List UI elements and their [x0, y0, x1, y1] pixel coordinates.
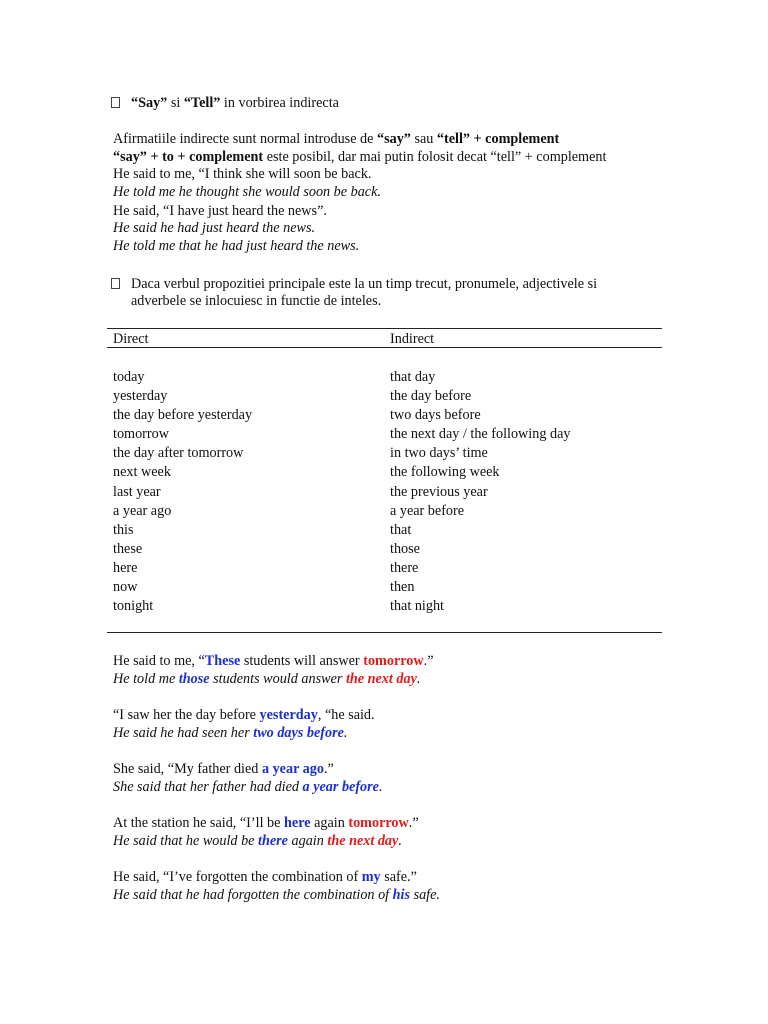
- bold-tell: “tell” + complement: [436, 131, 560, 147]
- highlight-blue: my: [361, 869, 381, 885]
- table-cell: the previous year: [390, 483, 488, 500]
- highlight-blue: two days before: [253, 725, 344, 741]
- bullet-icon: [111, 278, 120, 289]
- text: , “he said.: [317, 707, 375, 723]
- table-cell: that day: [390, 369, 436, 385]
- highlight-blue: here: [284, 815, 311, 831]
- example-direct: [113, 652, 434, 670]
- table-cell: today: [113, 369, 145, 385]
- table-column-direct: [113, 368, 252, 616]
- table-cell: two days before: [390, 407, 481, 424]
- text: safe.”: [380, 869, 417, 885]
- table-cell: last year: [113, 483, 161, 500]
- highlight-red: the next day: [327, 833, 399, 849]
- table-cell: the day after tomorrow: [113, 445, 244, 462]
- section-heading-say-tell: [131, 94, 339, 112]
- table-cell: now: [113, 579, 138, 596]
- table-cell: tomorrow: [113, 426, 169, 443]
- text: Afirmatiile indirecte sunt normal introduse de: [113, 131, 377, 147]
- table-cell: here: [113, 559, 138, 576]
- table-header-indirect: Indirect: [390, 331, 435, 347]
- text: He said to me, “: [113, 653, 205, 669]
- table-cell: yesterday: [113, 388, 168, 405]
- table-bottom-rule: [107, 632, 662, 633]
- text: este posibil, dar mai putin folosit decat “tell” + complement: [263, 149, 607, 165]
- text: safe.: [410, 887, 440, 903]
- text: sau: [410, 131, 437, 147]
- example-direct: He said to me, “I think she will soon be back.: [113, 166, 372, 182]
- text: again: [310, 815, 349, 831]
- text: He said that he would be: [113, 833, 259, 849]
- table-header-rule: [107, 347, 662, 348]
- table-cell: then: [390, 579, 415, 596]
- text: .: [416, 671, 421, 687]
- example-indirect: He said he had just heard the news.: [113, 220, 316, 236]
- text: students would answer: [209, 671, 346, 687]
- highlight-blue: yesterday: [259, 707, 318, 723]
- table-cell: these: [113, 540, 143, 557]
- example-indirect: [113, 670, 420, 688]
- table-cell: tonight: [113, 598, 154, 615]
- example-indirect: [113, 832, 402, 850]
- text: students will answer: [240, 653, 364, 669]
- text: She said, “My father died: [113, 761, 262, 777]
- text: He said, “I’ve forgotten the combination of: [113, 869, 362, 885]
- highlight-blue: those: [178, 671, 210, 687]
- text: At the station he said, “I’ll be: [113, 815, 284, 831]
- example-indirect: [113, 724, 347, 742]
- heading-si: si: [167, 95, 184, 111]
- heading-rest: in vorbirea indirecta: [220, 95, 339, 111]
- table-header-direct: Direct: [113, 331, 149, 347]
- highlight-blue: a year ago: [261, 761, 324, 777]
- text: again: [287, 833, 328, 849]
- example-indirect: [113, 886, 440, 904]
- table-cell: a year ago: [113, 502, 172, 519]
- table-cell: there: [390, 559, 419, 576]
- table-cell: that night: [390, 598, 444, 615]
- table-cell: a year before: [390, 502, 465, 519]
- text: He told me: [113, 671, 179, 687]
- text: .”: [408, 815, 419, 831]
- table-cell: in two days’ time: [390, 445, 488, 462]
- example-indirect: [113, 778, 383, 796]
- table-cell: next week: [113, 464, 171, 481]
- text: “I saw her the day before: [113, 707, 260, 723]
- highlight-blue: a year before: [302, 779, 379, 795]
- example-indirect: He told me he thought she would soon be back.: [113, 184, 381, 200]
- section-note-line: adverbele se inlocuiesc in functie de inteles.: [131, 293, 382, 309]
- highlight-red: the next day: [345, 671, 417, 687]
- highlight-red: tomorrow: [348, 815, 409, 831]
- highlight-red: tomorrow: [363, 653, 424, 669]
- highlight-blue: there: [258, 833, 288, 849]
- table-cell: the day before: [390, 388, 472, 405]
- example-direct: [113, 706, 375, 724]
- text: He said that he had forgotten the combination of: [113, 887, 393, 903]
- text: She said that her father had died: [113, 779, 303, 795]
- table-cell: that: [390, 521, 412, 538]
- bold-say-to: “say” + to + complement: [113, 149, 264, 165]
- table-column-indirect: [390, 368, 570, 616]
- example-direct: [113, 868, 417, 886]
- text: He said he had seen her: [113, 725, 254, 741]
- text: .: [343, 725, 348, 741]
- table-top-rule: [107, 328, 662, 329]
- text: .: [398, 833, 402, 849]
- example-direct: He said, “I have just heard the news”.: [113, 203, 327, 219]
- paragraph-line: [113, 148, 606, 166]
- paragraph-line: [113, 130, 559, 148]
- bullet-icon: [111, 97, 120, 108]
- table-cell: the next day / the following day: [390, 426, 571, 443]
- table-cell: those: [390, 540, 420, 557]
- highlight-blue: his: [392, 887, 411, 903]
- example-indirect: He told me that he had just heard the news.: [113, 238, 360, 254]
- table-cell: the following week: [390, 464, 500, 481]
- text: .”: [423, 653, 434, 669]
- bold-say: “say”: [376, 131, 411, 147]
- text: .: [378, 779, 383, 795]
- heading-tell: “Tell”: [183, 95, 221, 111]
- table-cell: the day before yesterday: [113, 407, 253, 424]
- text: .”: [323, 761, 334, 777]
- example-direct: [113, 814, 419, 832]
- example-direct: [113, 760, 334, 778]
- heading-say: “Say”: [131, 95, 168, 111]
- highlight-blue: These: [204, 653, 241, 669]
- table-cell: this: [113, 521, 134, 538]
- section-note-line: Daca verbul propozitiei principale este la un timp trecut, pronumele, adjectivele si: [131, 276, 598, 292]
